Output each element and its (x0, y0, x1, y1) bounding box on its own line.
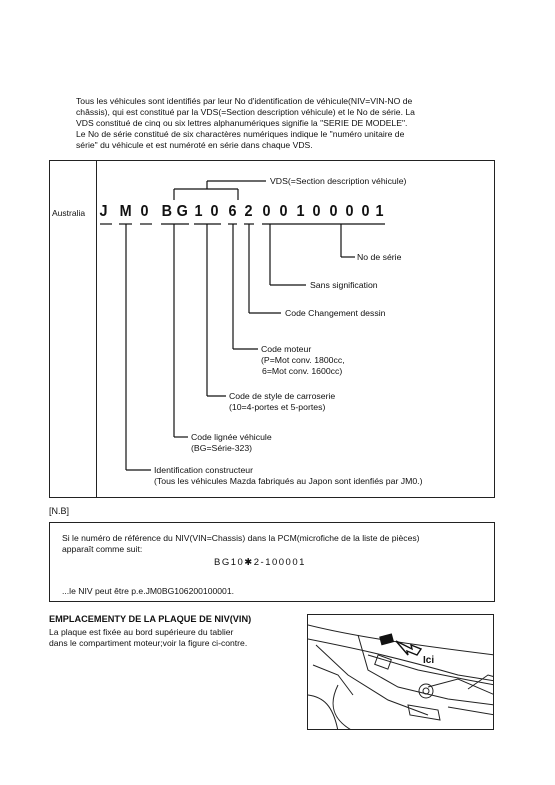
intro-line: série" du véhicule et est numéroté en série dans chaque VDS. (76, 140, 313, 150)
vin-char: J (99, 203, 108, 220)
vin-char: 0 (262, 203, 271, 220)
vin-char: 0 (210, 203, 219, 220)
nb-code: BG10✱2-100001 (214, 557, 306, 568)
vin-char: 6 (228, 203, 237, 220)
design-change-label: Code Changement dessin (285, 308, 386, 318)
body-style-label (229, 391, 335, 413)
vds-label: VDS(=Section description véhicule) (270, 176, 407, 186)
engine-compartment-drawing (308, 615, 494, 730)
vin-char: 0 (312, 203, 321, 220)
vin-char: 2 (244, 203, 253, 220)
manufacturer-line: Identification constructeur (154, 465, 253, 475)
engine-compartment-figure (307, 614, 494, 730)
vin-char: M (119, 203, 132, 220)
nb-text-line: Si le numéro de référence du NIV(VIN=Chassis) dans la PCM(microfiche de la liste de pièces) (62, 533, 420, 543)
nb-text-line: apparaît comme suit: (62, 544, 143, 554)
engine-code-label (261, 344, 345, 377)
vin-char: 1 (194, 203, 203, 220)
intro-line: Tous les véhicules sont identifiés par leur No d'identification de véhicule(NIV=VIN-NO de (76, 96, 413, 106)
vin-char: 1 (375, 203, 384, 220)
nb-example: ...le NIV peut être p.e.JM0BG106200100001. (62, 586, 234, 596)
vehicle-line-line: Code lignée véhicule (191, 432, 272, 442)
nb-heading: [N.B] (49, 506, 70, 516)
vin-char: G (176, 203, 188, 220)
nb-text (62, 533, 492, 555)
engine-code-line: (P=Mot conv. 1800cc, (261, 355, 345, 365)
vin-char: B (161, 203, 172, 220)
vin-char: 0 (279, 203, 288, 220)
manufacturer-label (154, 465, 423, 487)
intro-line: Le No de série constitué de six charactères numériques indique le "numéro unitaire de (76, 129, 405, 139)
country-label: Australia (52, 208, 86, 218)
vin-char: 0 (140, 203, 149, 220)
manufacturer-line: (Tous les véhicules Mazda fabriqués au Japon sont idenfiés par JM0.) (154, 476, 423, 486)
unused-label: Sans signification (310, 280, 378, 290)
vin-char: 0 (361, 203, 370, 220)
vin-char: 1 (296, 203, 305, 220)
engine-code-line: 6=Mot conv. 1600cc) (262, 366, 343, 376)
vehicle-line-line: (BG=Série-323) (191, 443, 253, 453)
figure-label: Ici (423, 655, 435, 666)
vin-char: 0 (329, 203, 338, 220)
location-title: EMPLACEMENTY DE LA PLAQUE DE NIV(VIN) (49, 614, 252, 624)
serial-label: No de série (357, 252, 402, 262)
location-body (49, 627, 247, 649)
vin-plate-marker (379, 633, 394, 645)
body-style-line: (10=4-portes et 5-portes) (229, 402, 326, 412)
intro-line: VDS constitué de cinq ou six lettres alphanumériques signifie la "SERIE DE MODELE". (76, 118, 408, 128)
vin-char: 0 (345, 203, 354, 220)
location-body-line: dans le compartiment moteur;voir la figure ci-contre. (49, 638, 248, 648)
location-body-line: La plaque est fixée au bord supérieure du tablier (49, 627, 234, 637)
engine-code-line: Code moteur (261, 344, 312, 354)
intro-line: châssis), qui est constitué par la VDS(=Section description véhicule) et le No de série. La (76, 107, 415, 117)
body-style-line: Code de style de carroserie (229, 391, 336, 401)
vehicle-line-label (191, 432, 272, 454)
